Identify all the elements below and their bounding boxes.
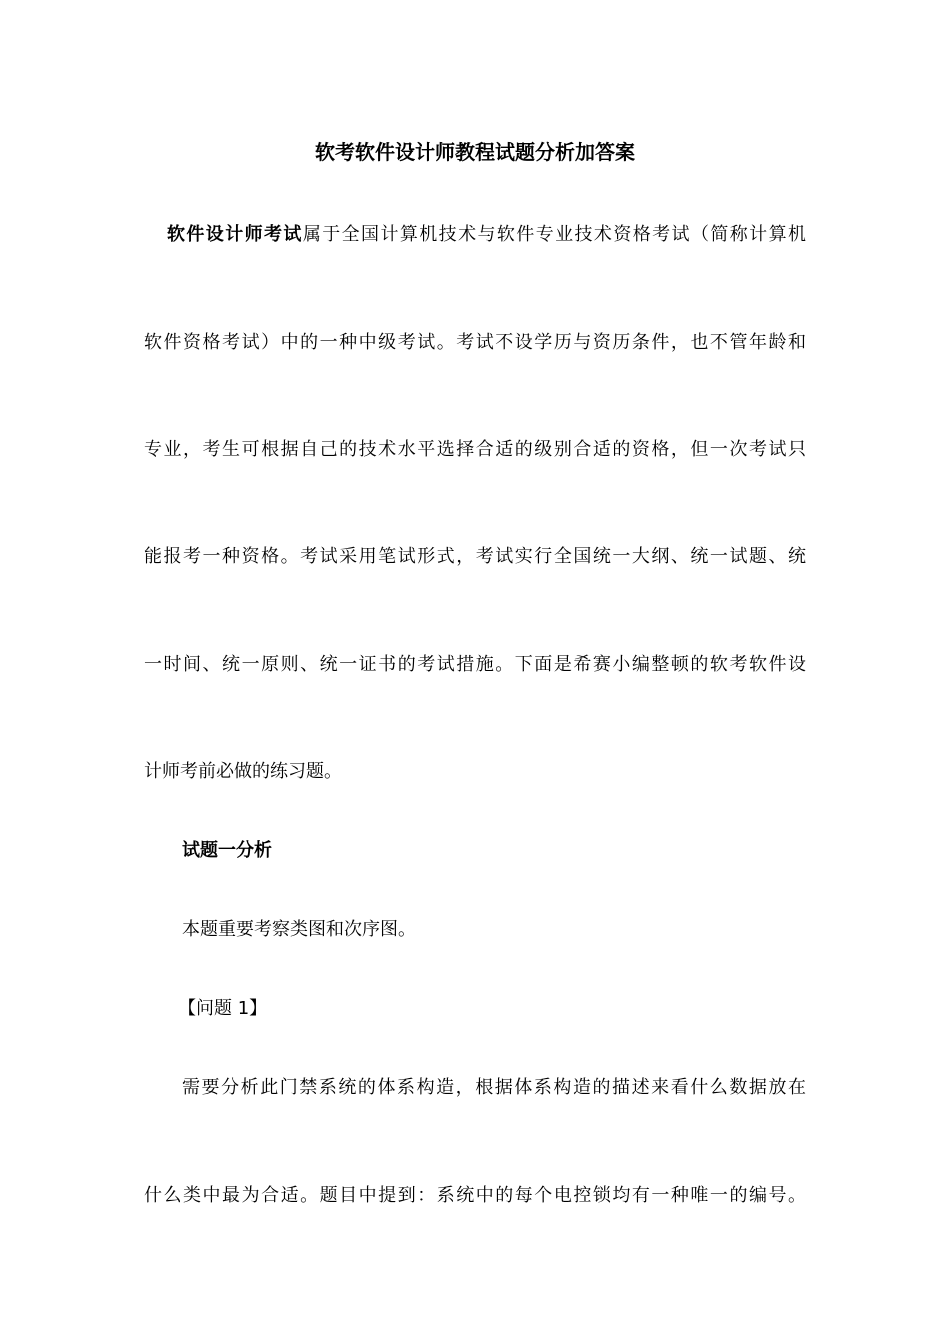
- intro-line-5: 一时间、统一原则、统一证书的考试措施。下面是希赛小编整顿的软考软件设: [144, 654, 806, 675]
- question-label: 【问题 1】: [178, 998, 268, 1019]
- intro-line-6: 计师考前必做的练习题。: [144, 761, 342, 782]
- intro-line-4: 能报考一种资格。考试采用笔试形式，考试实行全国统一大纲、统一试题、统: [144, 546, 806, 567]
- answer-line-2: 什么类中最为合适。题目中提到：系统中的每个电控锁均有一种唯一的编号。: [144, 1185, 806, 1206]
- intro-line-1-rest: 属于全国计算机技术与软件专业技术资格考试（简称计算机: [302, 224, 806, 245]
- intro-line-1: [167, 222, 806, 248]
- intro-line-2: 软件资格考试）中的一种中级考试。考试不设学历与资历条件，也不管年龄和: [144, 332, 806, 353]
- answer-line-1: 需要分析此门禁系统的体系构造，根据体系构造的描述来看什么数据放在: [182, 1077, 806, 1098]
- section-intro: 本题重要考察类图和次序图。: [182, 919, 416, 940]
- document-title: 软考软件设计师教程试题分析加答案: [315, 140, 635, 164]
- intro-lead-bold: 软件设计师考试: [167, 224, 303, 245]
- section-heading: 试题一分析: [182, 840, 272, 861]
- intro-line-3: 专业，考生可根据自己的技术水平选择合适的级别合适的资格，但一次考试只: [144, 439, 806, 460]
